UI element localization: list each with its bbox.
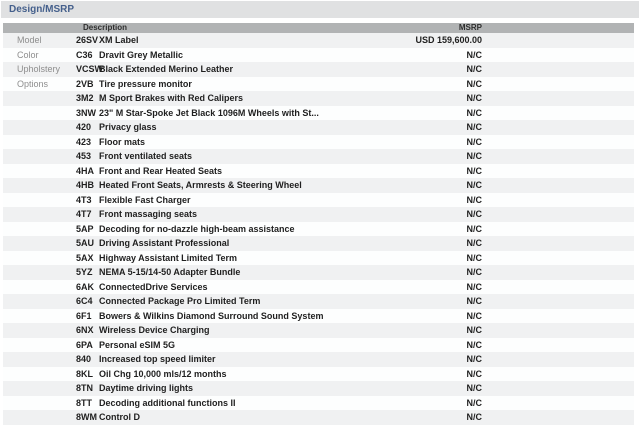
row-group-label xyxy=(3,207,76,222)
table-row xyxy=(3,265,634,280)
row-group-label xyxy=(3,396,76,411)
section-title-bar xyxy=(1,1,639,18)
row-spacer xyxy=(482,280,634,295)
row-group-label xyxy=(3,367,76,382)
page-title: Design/MSRP xyxy=(9,4,75,15)
option-description: 23" M Star-Spoke Jet Black 1096M Wheels with St... xyxy=(99,107,319,118)
msrp-value: N/C xyxy=(466,64,482,74)
msrp-value: N/C xyxy=(466,412,482,422)
row-spacer xyxy=(482,33,634,48)
table-row xyxy=(3,236,634,251)
msrp-value: N/C xyxy=(466,383,482,393)
row-spacer xyxy=(482,410,634,425)
option-code: 6PA xyxy=(76,339,93,350)
row-group-label xyxy=(3,193,76,208)
row-spacer xyxy=(482,62,634,77)
row-spacer xyxy=(482,149,634,164)
row-spacer xyxy=(482,265,634,280)
option-code: 4HB xyxy=(76,180,95,190)
option-description: Tire pressure monitor xyxy=(99,78,192,89)
row-spacer xyxy=(482,338,634,353)
option-description: Front ventilated seats xyxy=(99,151,193,161)
table-row xyxy=(3,207,634,222)
option-code: 2VB xyxy=(76,78,94,89)
option-description: Heated Front Seats, Armrests & Steering Wheel xyxy=(99,180,302,190)
table-row xyxy=(3,309,634,324)
option-code: 8TN xyxy=(76,383,94,393)
option-description: NEMA 5-15/14-50 Adapter Bundle xyxy=(99,267,241,277)
msrp-value: N/C xyxy=(466,252,482,263)
msrp-value: N/C xyxy=(466,339,482,350)
option-description: Oil Chg 10,000 mls/12 months xyxy=(99,368,227,379)
option-description: Connected Package Pro Limited Term xyxy=(99,296,261,306)
option-description: Decoding additional functions II xyxy=(99,397,236,408)
table-row xyxy=(3,381,634,396)
table-row xyxy=(3,178,634,193)
row-group-label xyxy=(3,280,76,295)
option-code: 6AK xyxy=(76,281,95,292)
row-spacer xyxy=(482,236,634,251)
row-group-label xyxy=(3,381,76,396)
row-group-label: Color xyxy=(17,49,39,60)
msrp-value: N/C xyxy=(466,296,482,306)
table-row xyxy=(3,135,634,150)
row-group-label xyxy=(3,135,76,150)
row-group-label xyxy=(3,222,76,237)
row-group-label xyxy=(3,338,76,353)
msrp-column-header: MSRP xyxy=(458,23,482,32)
option-code: 4T3 xyxy=(76,194,92,205)
table-row xyxy=(3,294,634,309)
option-code: VCSW xyxy=(76,64,103,74)
option-code: 5AP xyxy=(76,223,94,234)
option-description: Privacy glass xyxy=(99,122,157,132)
table-body xyxy=(3,33,634,425)
row-group-label xyxy=(3,323,76,338)
row-group-label xyxy=(3,265,76,280)
row-spacer xyxy=(482,77,634,92)
option-code: 840 xyxy=(76,354,92,364)
row-spacer xyxy=(482,294,634,309)
row-spacer xyxy=(482,309,634,324)
option-code: 6F1 xyxy=(76,310,92,321)
table-row xyxy=(3,149,634,164)
option-code: 5AU xyxy=(76,238,95,248)
table-header-row xyxy=(3,23,634,33)
msrp-value: N/C xyxy=(466,194,482,205)
row-group-label xyxy=(3,149,76,164)
option-description: Driving Assistant Professional xyxy=(99,238,230,248)
row-spacer xyxy=(482,164,634,179)
option-code: 5YZ xyxy=(76,267,93,277)
option-description: Daytime driving lights xyxy=(99,383,194,393)
msrp-value: N/C xyxy=(466,78,482,89)
row-group-label: Model xyxy=(17,35,42,45)
row-spacer xyxy=(482,323,634,338)
msrp-value: N/C xyxy=(466,209,482,219)
msrp-value: N/C xyxy=(466,281,482,292)
msrp-value: N/C xyxy=(466,180,482,190)
msrp-value: N/C xyxy=(466,354,482,364)
option-description: Black Extended Merino Leather xyxy=(99,64,234,74)
option-description: Wireless Device Charging xyxy=(99,325,210,335)
row-group-label xyxy=(3,251,76,266)
table-row xyxy=(3,251,634,266)
option-code: 6NX xyxy=(76,325,94,335)
row-spacer xyxy=(482,48,634,63)
msrp-value: N/C xyxy=(466,49,482,60)
msrp-value: N/C xyxy=(466,151,482,161)
row-spacer xyxy=(482,193,634,208)
table-row xyxy=(3,106,634,121)
row-spacer xyxy=(482,135,634,150)
option-code: 8TT xyxy=(76,397,93,408)
option-code: 420 xyxy=(76,122,92,132)
option-code: 3NW xyxy=(76,107,96,118)
option-code: 6C4 xyxy=(76,296,93,306)
row-spacer xyxy=(482,178,634,193)
row-spacer xyxy=(482,396,634,411)
table-row xyxy=(3,280,634,295)
option-description: Floor mats xyxy=(99,136,146,147)
row-spacer xyxy=(482,381,634,396)
table-row xyxy=(3,396,634,411)
msrp-value: N/C xyxy=(466,223,482,234)
row-spacer xyxy=(482,251,634,266)
row-group-label xyxy=(3,178,76,193)
option-code: C36 xyxy=(76,49,93,60)
table-row xyxy=(3,323,634,338)
option-description: Decoding for no-dazzle high-beam assistance xyxy=(99,223,295,234)
table-row xyxy=(3,164,634,179)
option-description: Front massaging seats xyxy=(99,209,198,219)
msrp-value: N/C xyxy=(466,122,482,132)
table-row xyxy=(3,338,634,353)
option-code: 3M2 xyxy=(76,93,94,103)
option-code: 423 xyxy=(76,136,92,147)
row-group-label xyxy=(3,106,76,121)
option-description: Front and Rear Heated Seats xyxy=(99,165,223,176)
row-spacer xyxy=(482,106,634,121)
option-code: 4HA xyxy=(76,165,95,176)
row-group-label xyxy=(3,164,76,179)
option-code: 453 xyxy=(76,151,92,161)
msrp-value: N/C xyxy=(466,136,482,147)
row-group-label xyxy=(3,91,76,106)
option-description: Bowers & Wilkins Diamond Surround Sound System xyxy=(99,310,324,321)
table-row xyxy=(3,193,634,208)
option-description: ConnectedDrive Services xyxy=(99,281,208,292)
msrp-value: N/C xyxy=(466,325,482,335)
table-row xyxy=(3,77,634,92)
msrp-value: N/C xyxy=(466,368,482,379)
row-spacer xyxy=(482,222,634,237)
table-row xyxy=(3,48,634,63)
option-code: 4T7 xyxy=(76,209,92,219)
table-row xyxy=(3,410,634,425)
option-description: Highway Assistant Limited Term xyxy=(99,252,238,263)
option-code: 8KL xyxy=(76,368,94,379)
row-group-label xyxy=(3,309,76,324)
msrp-value: N/C xyxy=(466,238,482,248)
option-description: Control D xyxy=(99,412,140,422)
row-spacer xyxy=(482,207,634,222)
table-row xyxy=(3,33,634,48)
row-group-label xyxy=(3,236,76,251)
option-description: Increased top speed limiter xyxy=(99,354,216,364)
option-code: 8WM xyxy=(76,412,97,422)
row-group-label: Options xyxy=(17,78,49,89)
description-column-header: Description xyxy=(83,23,128,32)
msrp-value: USD 159,600.00 xyxy=(415,35,482,45)
spec-table xyxy=(3,23,634,425)
msrp-value: N/C xyxy=(466,93,482,103)
table-row xyxy=(3,352,634,367)
row-spacer xyxy=(482,120,634,135)
option-code: 26SV xyxy=(76,35,99,45)
option-description: Personal eSIM 5G xyxy=(99,339,176,350)
table-row xyxy=(3,367,634,382)
msrp-value: N/C xyxy=(466,310,482,321)
row-spacer xyxy=(482,91,634,106)
row-group-label: Upholstery xyxy=(17,64,61,74)
table-row xyxy=(3,62,634,77)
option-description: XM Label xyxy=(99,35,139,45)
option-description: Flexible Fast Charger xyxy=(99,194,191,205)
table-row xyxy=(3,222,634,237)
row-group-label xyxy=(3,352,76,367)
option-code: 5AX xyxy=(76,252,94,263)
msrp-value: N/C xyxy=(466,107,482,118)
option-description: Dravit Grey Metallic xyxy=(99,49,184,60)
msrp-value: N/C xyxy=(466,267,482,277)
table-row xyxy=(3,91,634,106)
row-group-label xyxy=(3,410,76,425)
msrp-value: N/C xyxy=(466,165,482,176)
msrp-value: N/C xyxy=(466,397,482,408)
row-spacer xyxy=(482,352,634,367)
option-description: M Sport Brakes with Red Calipers xyxy=(99,93,244,103)
row-group-label xyxy=(3,120,76,135)
table-row xyxy=(3,120,634,135)
row-group-label xyxy=(3,294,76,309)
row-spacer xyxy=(482,367,634,382)
